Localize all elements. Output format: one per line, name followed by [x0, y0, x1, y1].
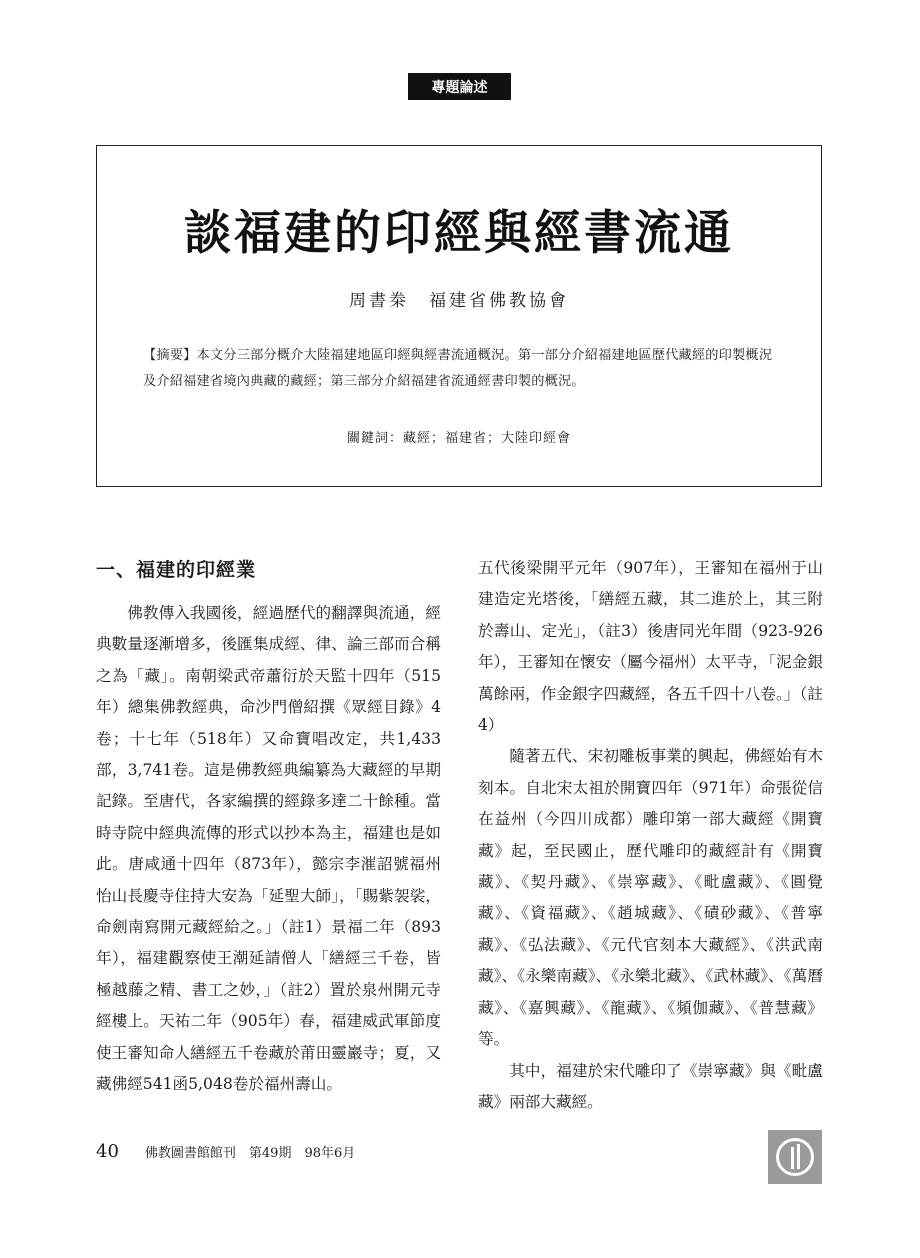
keywords: 關鍵詞：藏經；福建省；大陸印經會	[346, 431, 571, 446]
paragraph: 五代後梁開平元年（907年），王審知在福州于山建造定光塔後，「繕經五藏，其二進於上，其三附於壽山、定光」，（註3）後唐同光年間（923-926年），王審知在懷安（屬今福州）太平寺，「泥金銀萬餘兩，作金銀字四藏經，各五千四十八卷。」（註4）	[478, 559, 823, 735]
paragraph: 其中，福建於宋代雕印了《崇寧藏》與《毗盧藏》兩部大藏經。	[478, 1061, 823, 1111]
left-column	[96, 553, 441, 1101]
right-column	[478, 553, 823, 1118]
section-tag: 專題論述	[408, 73, 511, 100]
title-box	[96, 145, 822, 487]
abstract: 【摘要】本文分三部分概介大陸福建地區印經與經書流通概況。第一部分介紹福建地區歷代藏經的印製概況及介紹福建省境內典藏的藏經；第三部分介紹福建省流通經書印製的概況。	[143, 348, 773, 389]
paragraph: 隨著五代、宋初雕板事業的興起，佛經始有木刻本。自北宋太祖於開寶四年（971年）命張從信在益州（今四川成都）雕印第一部大藏經《開寶藏》起，至民國止，歷代雕印的藏經計有《開寶藏》、《契丹藏》、《崇寧藏》、《毗盧藏》、《圓覺藏》、《資福藏》、《趙城藏》、《磧砂藏》、《普寧藏》、《弘法藏》、《元代官刻本大藏經》、《洪武南藏》、《永樂南藏》、《永樂北藏》、《武林藏》、《萬曆藏》、《嘉興藏》、《龍藏》、《頻伽藏》、《普慧藏》等。	[478, 747, 823, 1049]
library-logo-icon	[768, 1130, 822, 1184]
article-title: 談福建的印經與經書流通	[184, 206, 734, 261]
page-footer	[96, 1141, 355, 1162]
section-heading: 一、福建的印經業	[96, 559, 257, 581]
paragraph: 佛教傳入我國後，經過歷代的翻譯與流通，經典數量逐漸增多，後匯集成經、律、論三部而合稱之為「藏」。南朝梁武帝蕭衍於天監十四年（515年）總集佛教經典，命沙門僧紹撰《眾經目錄》4卷；十七年（518年）又命寶唱改定，共1,433部，3,741卷。這是佛教經典編纂為大藏經的早期記錄。至唐代，各家編撰的經錄多達二十餘種。當時寺院中經典流傳的形式以抄本為主，福建也是如此。唐咸通十四年（873年），懿宗李漼詔號福州怡山長慶寺住持大安為「延聖大師」，「賜紫袈裟，命劍南寫開元藏經給之。」（註1）景福二年（893年），福建觀察使王潮延請僧人「繕經三千卷，皆極越藤之精、書工之妙，」（註2）置於泉州開元寺經樓上。天祐二年（905年）春，福建威武軍節度使王審知命人繕經五千卷藏於莆田靈巖寺；夏，又藏佛經541函5,048卷於福州壽山。	[96, 604, 441, 1094]
journal-info: 佛教圖書館館刊 第49期 98年6月	[144, 1146, 356, 1161]
author-line: 周書桊 福建省佛教協會	[349, 291, 569, 311]
page-number: 40	[96, 1141, 119, 1162]
